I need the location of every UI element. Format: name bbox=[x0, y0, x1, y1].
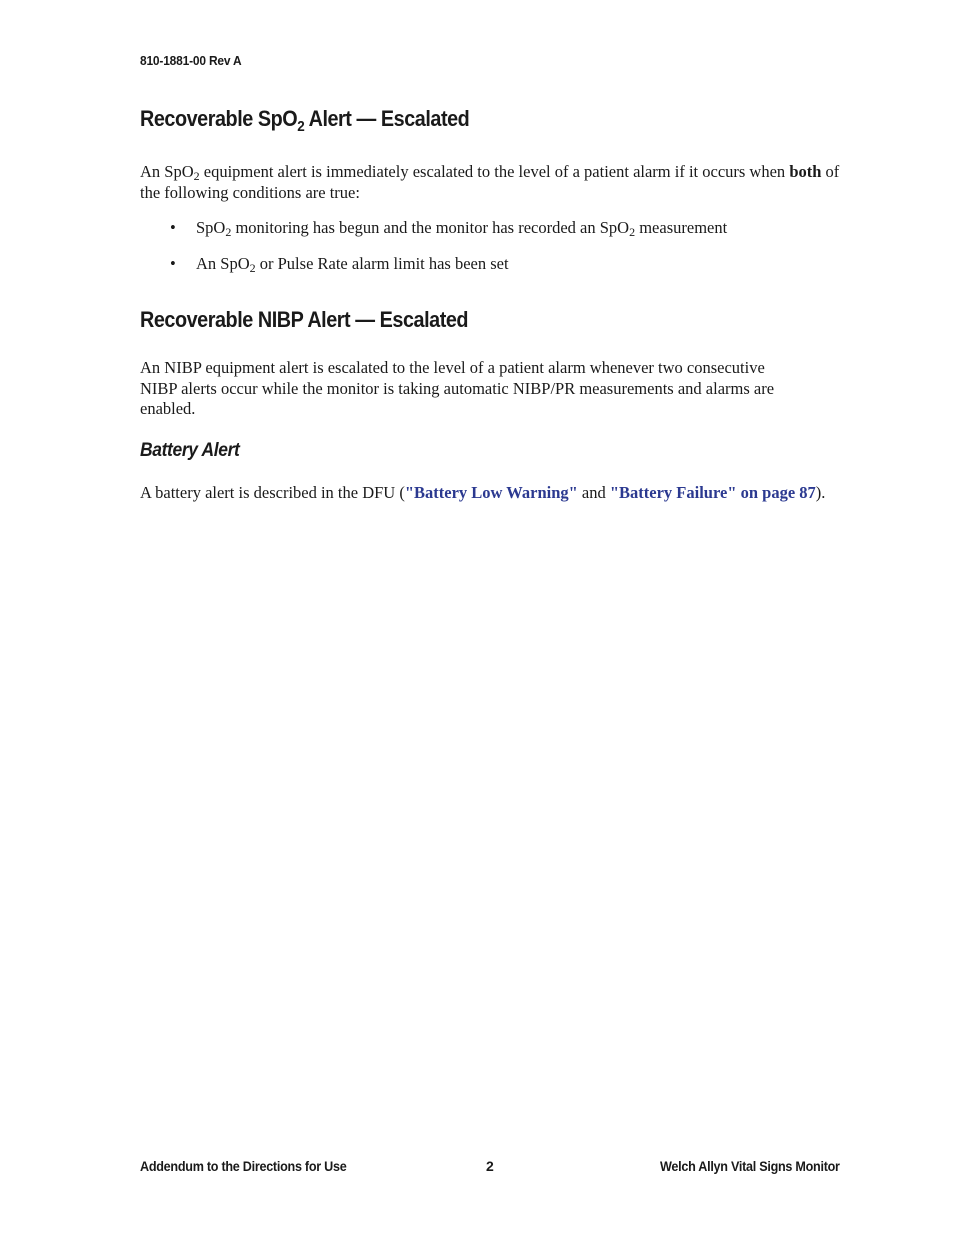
spo2-para-text-3: of the following conditions are true: bbox=[140, 162, 840, 202]
bullet-text-c: measurement bbox=[635, 218, 728, 237]
battery-para-text-2: and bbox=[577, 483, 610, 502]
heading-nibp-alert: Recoverable NIBP Alert — Escalated bbox=[140, 307, 469, 332]
heading-spo2-subscript: 2 bbox=[297, 118, 305, 135]
footer-page-number: 2 bbox=[486, 1158, 494, 1174]
bullet-subscript-1: 2 bbox=[249, 261, 256, 275]
bullet-subscript-1: 2 bbox=[225, 225, 232, 239]
bullet-text-a: An SpO bbox=[196, 254, 250, 273]
spo2-paragraph bbox=[140, 162, 840, 203]
list-item bbox=[170, 254, 509, 275]
spo2-para-subscript: 2 bbox=[193, 169, 200, 183]
heading-battery-alert: Battery Alert bbox=[140, 440, 240, 461]
bullet-text-b: or Pulse Rate alarm limit has been set bbox=[255, 254, 509, 273]
spo2-para-text-2: equipment alert is immediately escalated to the level of a patient alarm if it occurs when bbox=[199, 162, 790, 181]
nibp-paragraph: An NIBP equipment alert is escalated to the level of a patient alarm whenever two consecutive NIBP alerts occur while the monitor is taking automatic NIBP/PR measurements and alarms are enabled. bbox=[140, 358, 775, 418]
spo2-para-bold: both bbox=[789, 162, 822, 181]
page-footer bbox=[140, 1158, 840, 1176]
heading-spo2-post: Alert — Escalated bbox=[304, 106, 470, 131]
document-page bbox=[140, 0, 840, 1235]
footer-product-name: Welch Allyn Vital Signs Monitor bbox=[660, 1158, 840, 1174]
spo2-para-text-1: An SpO bbox=[140, 162, 194, 181]
battery-failure-link[interactable]: "Battery Failure" on page 87 bbox=[609, 483, 816, 502]
bullet-subscript-2: 2 bbox=[629, 225, 636, 239]
document-number: 810-1881-00 Rev A bbox=[140, 53, 242, 68]
bullet-text-b: monitoring has begun and the monitor has recorded an SpO bbox=[231, 218, 630, 237]
heading-spo2-pre: Recoverable SpO bbox=[140, 106, 298, 131]
bullet-icon: • bbox=[170, 218, 176, 237]
heading-spo2-alert bbox=[140, 106, 470, 135]
battery-para-text-1: A battery alert is described in the DFU ( bbox=[140, 483, 405, 502]
footer-document-title: Addendum to the Directions for Use bbox=[140, 1158, 347, 1174]
bullet-icon: • bbox=[170, 254, 176, 273]
battery-paragraph bbox=[140, 483, 840, 504]
battery-para-text-3: ). bbox=[815, 483, 826, 502]
list-item bbox=[170, 218, 728, 239]
battery-low-warning-link[interactable]: "Battery Low Warning" bbox=[404, 483, 578, 502]
bullet-text-a: SpO bbox=[196, 218, 226, 237]
